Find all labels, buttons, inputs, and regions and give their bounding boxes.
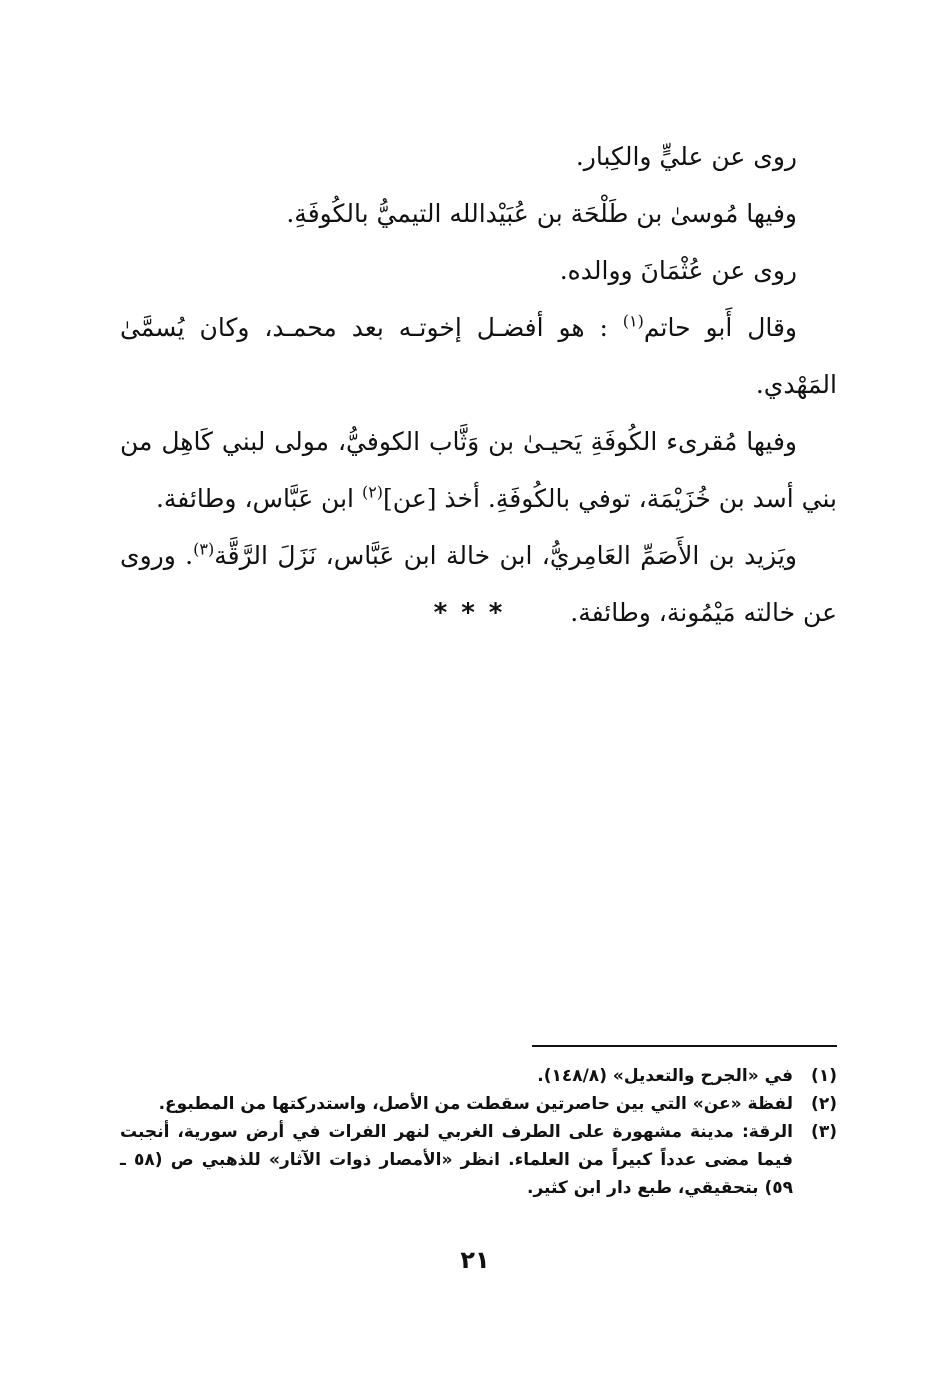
paragraph-2: وفيها مُوسىٰ بن طَلْحَة بن عُبَيْدالله التيميُّ بالكُوفَةِ.: [286, 199, 797, 228]
footnote-ref-2: (٢): [361, 482, 384, 502]
paragraph-3: روى عن عُثْمَانَ ووالده.: [559, 256, 797, 285]
footnote-3: [120, 1118, 837, 1202]
paragraph-5-text-a: وفيها مُقرىء الكُوفَةِ يَحيـىٰ بن وَثَّاب الكوفيُّ، مولى لبني كَاهِل من بني أسد بن خُزَيْمَة، توفي بالكُوفَةِ. أخذ [عن]: [120, 427, 837, 513]
paragraph-6-text-b: . وروى عن خالته مَيْمُونة، وطائفة.: [120, 541, 837, 627]
paragraph-4: [120, 299, 837, 413]
paragraph-4-text-b: : هو أفضـل إخوتـه بعد محمـد، وكان يُسمَّىٰ المَهْدي.: [120, 313, 837, 399]
footnote-text: الرقة: مدينة مشهورة على الطرف الغربي لنهر الفرات في أرض سورية، أنجبت فيما مضى عدداً كبيراً من العلماء. انظر «الأمصار ذوات الآثار» للذهبي ص (٥٨ ـ ٥٩) بتحقيقي، طبع دار ابن كثير.: [120, 1122, 793, 1198]
main-text: [120, 128, 837, 641]
footnote-text: لفظة «عن» التي بين حاصرتين سقطت من الأصل، واستدركتها من المطبوع.: [158, 1094, 793, 1114]
section-separator: ***: [433, 598, 517, 628]
footnote-number: (١): [811, 1066, 837, 1086]
paragraph-1: روى عن عليٍّ والكِبار.: [575, 142, 797, 171]
footnote-number: (٢): [811, 1094, 837, 1114]
footnote-ref-1: (١): [622, 311, 644, 331]
page-number: ٢١: [460, 1246, 490, 1274]
footnote-1: [120, 1062, 837, 1090]
footnote-divider: [532, 1045, 837, 1047]
footnote-ref-3: (٣): [193, 539, 215, 559]
paragraph-4-text-a: وقال أَبو حاتم: [643, 313, 798, 342]
footnotes: [120, 1062, 837, 1202]
paragraph-6-text-a: ويَزيد بن الأَصَمِّ العَامِريُّ، ابن خالة ابن عَبَّاس، نَزَلَ الرَّقَّة: [214, 541, 797, 570]
footnote-number: (٣): [811, 1122, 837, 1142]
paragraph-5: [120, 413, 837, 527]
footnote-text: في «الجرح والتعديل» (١٤٨/٨).: [537, 1066, 793, 1086]
paragraph-5-text-b: ابن عَبَّاس، وطائفة.: [155, 484, 362, 513]
footnote-2: [120, 1090, 837, 1118]
